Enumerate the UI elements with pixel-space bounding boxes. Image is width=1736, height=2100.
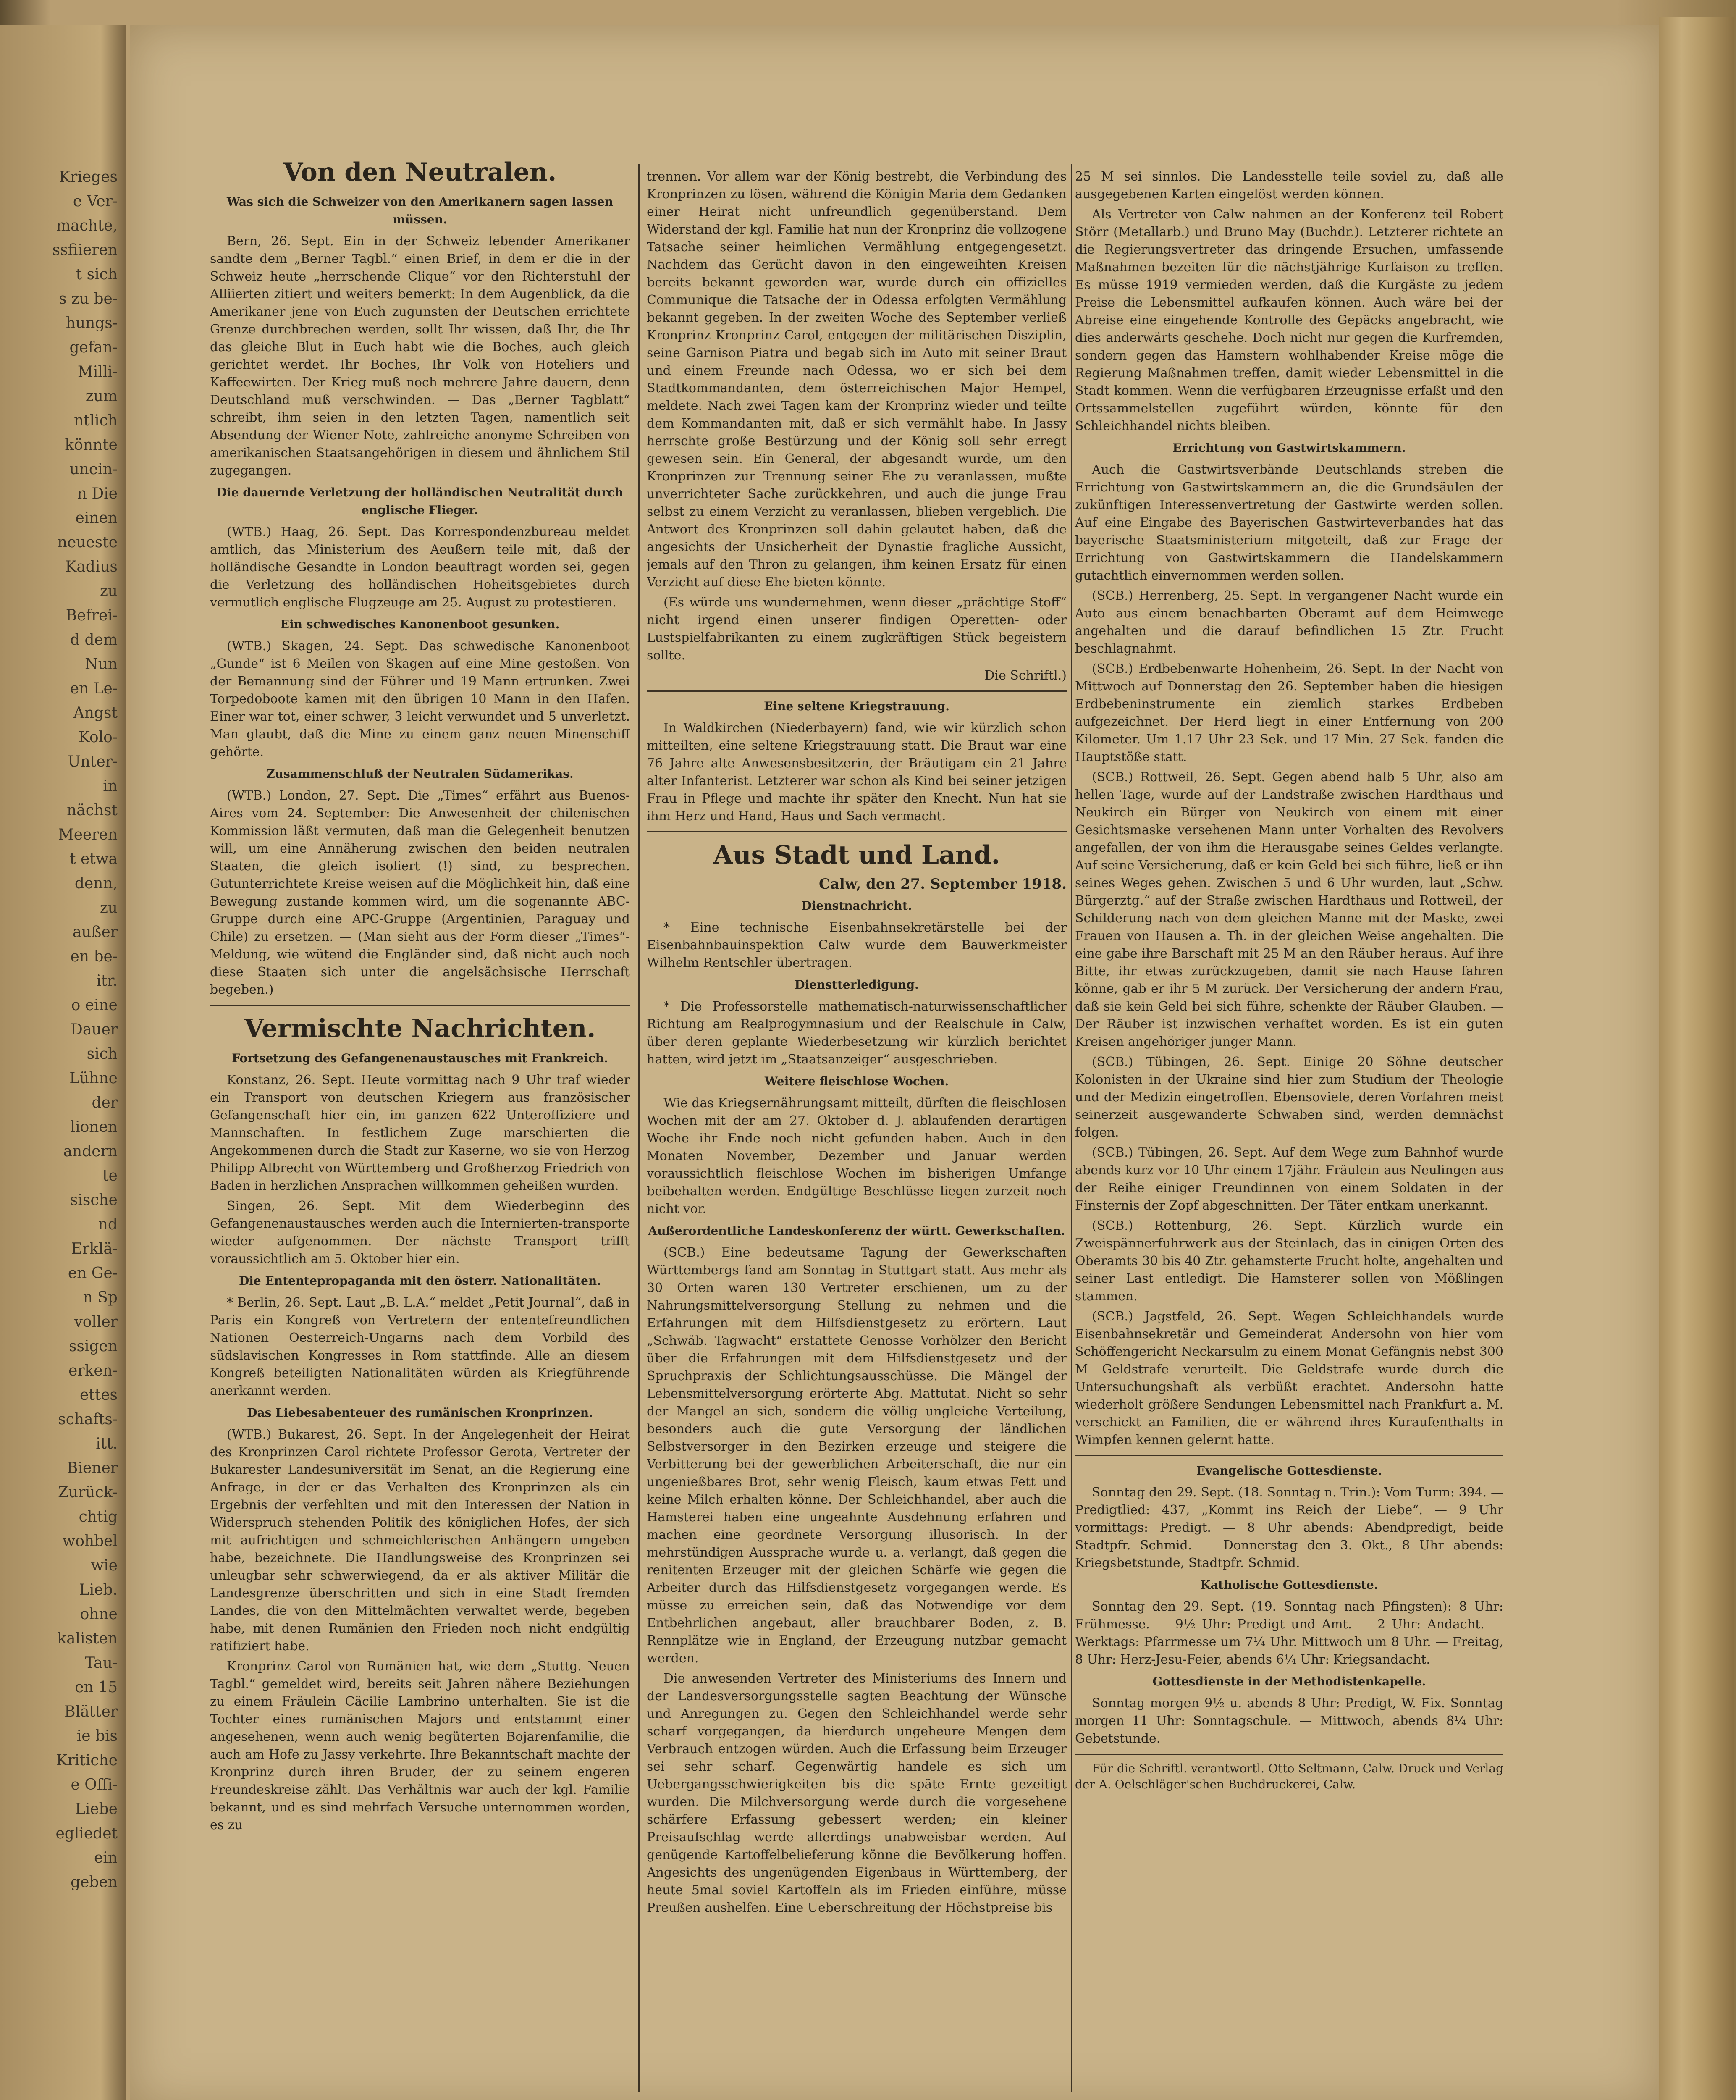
previous-page-text-fragment: Unter- [68, 753, 118, 770]
previous-page-text-fragment: Angst [73, 704, 118, 722]
previous-page-text-fragment: s zu be- [58, 290, 118, 307]
article-paragraph: 25 M sei sinnlos. Die Landesstelle teile soviel zu, daß alle ausgegebenen Karten eingelöst werden können. [1075, 169, 1503, 202]
section-rule [1075, 1455, 1503, 1456]
article-paragraph: (SCB.) Tübingen, 26. Sept. Auf dem Wege zum Bahnhof wurde abends kurz vor 10 Uhr einem 17jähr. Fräulein aus Neulingen aus der Reihe einiger Freundinnen von einem Soldaten in der Finsternis der Zopf abgeschnitten. Der Täter entkam unerkannt. [1075, 1145, 1503, 1213]
church-heading: Katholische Gottesdienste. [1200, 1578, 1378, 1592]
previous-page-text-fragment: en be- [70, 948, 118, 965]
previous-page-text-fragment: en Ge- [68, 1265, 118, 1282]
section-rule [1075, 1754, 1503, 1755]
previous-page-text-fragment: ohne [80, 1606, 118, 1623]
article-paragraph: In Waldkirchen (Niederbayern) fand, wie wir kürzlich schon mitteilten, eine seltene Kriegstrauung statt. Die Braut war eine 76 Jahre alte Anwesensbesitzerin, der Bräutigam ein 21 Jahre alter Infanterist. Letzterer war schon als Kind bei seiner jetzigen Frau in Pflege und machte ihr später den Knecht. Nun hat sie ihm Herz und Hand, Haus und Sach vermacht. [647, 721, 1067, 824]
article-paragraph: (WTB.) Bukarest, 26. Sept. In der Angelegenheit der Heirat des Kronprinzen Carol richtete Professor Gerota, Vertreter der Bukarester Landesuniversität im Senat, an die Regierung eine Anfrage, in der er das Verhalten des Kronprinzen als ein Ergebnis der verfehlten und mit den Interessen der Nation in Widerspruch stehenden Politik des königlichen Hofes, der sich mit aufrichtigen und schmeichlerischen Anhängern umgeben habe, bezeichnete. Die Handlungsweise des Kronprinzen sei unleugbar sehr schwerwiegend, da er als aktiver Militär die Landesgrenze überschritten und sich in eine Stadt fremden Landes, die von den Mittelmächten verwaltet werde, begeben habe, mit denen Rumänien den Frieden noch nicht endgültig ratifiziert habe. [210, 1427, 630, 1654]
previous-page-text-fragment: in [103, 777, 118, 795]
article-paragraph: (SCB.) Eine bedeutsame Tagung der Gewerkschaften Württembergs fand am Sonntag in Stuttgart statt. Aus mehr als 30 Orten waren 130 Vertreter erschienen, um zu der Nahrungsmittelversorgung Stellung zu nehmen und die Erfahrungen mit dem Hilfsdienstgesetz zu erörtern. Laut „Schwäb. Tagwacht“ erstattete Genosse Vorhölzer den Bericht über die Erfahrungen mit dem Hilfsdienstgesetz und der Spruchpraxis der Schlichtungsausschüsse. Die Mängel der Lebensmittelversorgung erörterte Abg. Mattutat. Nicht so sehr der Mangel an sich, sondern die völlig ungleiche Verteilung, besonders auch die gute Versorgung der ländlichen Selbstversorger in den Bezirken erzeuge und steigere die Verbitterung bei der gewerblichen Arbeiterschaft, die nur ein ungenießbares Brot, sehr wenig Fleisch, kaum etwas Fett und keine Milch erhalten könne. Der Schleichhandel, aber auch die Hamsterei haben eine ungeahnte Ausdehnung erfahren und machen eine geordnete Versorgung illusorisch. In der mehrstündigen Aussprache wurde u. a. verlangt, daß gegen die renitenten Erzeuger mit der gleichen Schärfe wie gegen die Arbeiter durch das Hilfsdienstgesetz vorgegangen werde. Es müsse zu erreichen sein, daß das Notwendige vor dem Entbehrlichen angebaut, aller brauchbarer Boden, z. B. Rennplätze wie in England, der Erzeugung nutzbar gemacht werden. [647, 1245, 1067, 1666]
previous-page-text-fragment: schafts- [58, 1411, 118, 1428]
article-heading: Zusammenschluß der Neutralen Südamerikas. [266, 767, 574, 781]
previous-page-text-fragment: unein- [69, 461, 118, 478]
headline-stadt-land: Aus Stadt und Land. [713, 840, 1000, 870]
article-heading: Das Liebesabenteuer des rumänischen Kronprinzen. [247, 1406, 593, 1420]
previous-page-text-fragment: Dauer [70, 1021, 118, 1038]
previous-page-text-fragment: der [92, 1094, 118, 1111]
previous-page-text-fragment: te [102, 1167, 118, 1184]
previous-page-text-fragment: Biener [67, 1460, 118, 1477]
previous-page-text-fragment: andern [63, 1143, 118, 1160]
previous-page-text-fragment: e Ver- [73, 193, 118, 210]
previous-page-text-fragment: Tau- [84, 1654, 118, 1672]
previous-page-text-fragment: Befrei- [66, 607, 118, 624]
previous-page-text-fragment: Zurück- [58, 1484, 118, 1501]
column-rule [638, 164, 640, 2092]
article-heading: Die dauernde Verletzung der holländischen Neutralität durch englische Flieger. [216, 486, 624, 517]
previous-page-text-fragment: egliedet [55, 1825, 118, 1842]
previous-page-text-fragment: Milli- [77, 363, 118, 381]
church-heading: Gottesdienste in der Methodistenkapelle. [1152, 1675, 1426, 1688]
article-paragraph: * Die Professorstelle mathematisch-naturwissenschaftlicher Richtung am Realprogymnasium und der Realschule in Calw, über deren geplante Wiederbesetzung wir kürzlich berichtet hatten, wird jetzt im „Staatsanzeiger“ ausgeschrieben. [647, 999, 1067, 1067]
subheadline: Was sich die Schweizer von den Amerikanern sagen lassen müssen. [227, 195, 613, 226]
article-paragraph: (WTB.) London, 27. Sept. Die „Times“ erfährt aus Buenos-Aires vom 24. September: Die Anwesenheit der chilenischen Kommission läßt vermuten, daß man die Gelegenheit benutzen will, um eine Annäherung zwischen den beiden neutralen Staaten, die gleich isoliert (!) sind, zu besprechen. Gutunterrichtete Kreise weisen auf die Möglichkeit hin, daß eine Bewegung zustande kommen wird, um die sogenannte ABC-Gruppe durch eine APC-Gruppe (Argentinien, Paraguay und Chile) zu ersetzen. — (Man sieht aus der Form dieser „Times“-Meldung, wie wütend die Engländer sind, daß nicht auch noch diese Staaten sich unter die angelsächsische Herrschaft begeben.) [210, 788, 630, 997]
church-paragraph: Sonntag den 29. Sept. (18. Sonntag n. Trin.): Vom Turm: 394. — Predigtlied: 437, „Kommt ins Reich der Liebe“. — 9 Uhr vormittags: Predigt. — 8 Uhr abends: Abendpredigt, beide Stadtpfr. Schmid. — Donnerstag den 3. Okt., 8 Uhr abends: Kriegsbetstunde, Stadtpfr. Schmid. [1075, 1485, 1503, 1570]
article-paragraph: trennen. Vor allem war der König bestrebt, die Verbindung des Kronprinzen zu lösen, während die Königin Maria dem Gedanken einer Heirat nicht unfreundlich gegenüberstand. Dem Widerstand der kgl. Familie hat nun der Kronprinz die vollzogene Tatsache seiner heimlichen Vermählung entgegengesetzt. Nachdem das Gerücht davon in den eingeweihten Kreisen bereits bekannt geworden war, wurde durch ein offizielles Communique die Tatsache der in Odessa erfolgten Vermählung bekannt gegeben. In der zweiten Woche des September verließ Kronprinz Kronprinz Carol, entgegen der militärischen Disziplin, seine Garnison Piatra und begab sich im Auto mit seiner Braut und einem Freunde nach Odessa, wo er sich bei dem Stadtkommandanten, dem österreichischen Major Hempel, meldete. Nach zwei Tagen kam der Kronprinz wieder und teilte dem Kommandanten mit, daß er sich vermählt habe. In Jassy herrschte große Bestürzung und der König soll sehr erregt gewesen sein. Ein General, der abgesandt wurde, um den Kronprinzen zur Trennung seiner Ehe zu veranlassen, mußte unverrichteter Sache zurückkehren, und auch die junge Frau selbst zu einem Verzicht zu veranlassen, blieben vergeblich. Die Antwort des Kronprinzen soll dahin gelautet haben, daß die angesichts der Unsicherheit der Dynastie fragliche Aussicht, jemals auf den Thron zu gelangen, ihm keinen Ersatz für einen Verzicht auf diese Ehe bieten könnte. [647, 169, 1067, 590]
previous-page-text-fragment: voller [74, 1313, 118, 1331]
column-3 [1075, 168, 1503, 2092]
previous-page-text-fragment: Krieges [59, 168, 118, 186]
church-paragraph: Sonntag morgen 9½ u. abends 8 Uhr: Predigt, W. Fix. Sonntag morgen 11 Uhr: Sonntagschule. — Mittwoch, abends 8¼ Uhr: Gebetstunde. [1075, 1696, 1503, 1746]
previous-page-text-fragment: itt. [96, 1435, 118, 1452]
article-paragraph: (Es würde uns wundernehmen, wenn dieser „prächtige Stoff“ nicht irgend einen unserer findigen Operetten- oder Lustspielfabrikanten zu einem zugkräftigen Stück begeistern sollte. [647, 595, 1067, 663]
previous-page-text-fragment: könnte [65, 436, 118, 454]
article-heading: Dienstnachricht. [801, 899, 912, 913]
previous-page-text-fragment: Lühne [69, 1070, 118, 1087]
previous-page-text-fragment: ntlich [73, 412, 118, 429]
previous-page-text-fragment: denn, [74, 875, 118, 892]
previous-page-text-fragment: ie bis [76, 1727, 118, 1745]
section-rule [647, 690, 1067, 692]
article-paragraph: (WTB.) Haag, 26. Sept. Das Korrespondenzbureau meldet amtlich, das Ministerium des Aeußern teile mit, daß der holländische Gesandte in London beauftragt worden sei, gegen die Verletzung des holländischen Hoheitsgebietes durch vermutlich englische Flugzeuge am 25. August zu protestieren. [210, 525, 630, 610]
previous-page-text-fragment: hungs- [66, 315, 118, 332]
article-heading: Errichtung von Gastwirtskammern. [1172, 441, 1406, 455]
article-heading: Die Ententepropaganda mit den österr. Nationalitäten. [239, 1274, 601, 1288]
previous-page-text-fragment: o eine [71, 997, 118, 1014]
previous-page-text-fragment: Meeren [58, 826, 118, 843]
previous-page-text-fragment: kalisten [57, 1630, 118, 1647]
previous-page-text-fragment: erken- [68, 1362, 118, 1379]
previous-page-text-fragment: Nun [85, 656, 118, 673]
previous-page-text-fragment: e Offi- [71, 1776, 118, 1793]
previous-page-text-fragment: ssfiieren [52, 242, 118, 259]
previous-page-text-fragment: neueste [57, 534, 118, 551]
article-paragraph: (SCB.) Jagstfeld, 26. Sept. Wegen Schleichhandels wurde Eisenbahnsekretär und Gemeinderat Andersohn von hier vom Schöffengericht Neckarsulm zu einem Monat Gefängnis nebst 300 M Geldstrafe verurteilt. Die Geldstrafe wurde durch die Untersuchungshaft als verbüßt erachtet. Andersohn hatte wiederholt größere Sendungen Lebensmittel nach Frankfurt a. M. verschickt an Familien, die er während ihres Kuraufenthalts in Wimpfen kennen gelernt hatte. [1075, 1309, 1503, 1447]
previous-page-text-fragment: außer [72, 924, 118, 941]
article-heading: Außerordentliche Landeskonferenz der württ. Gewerkschaften. [648, 1224, 1065, 1238]
previous-page-text-fragment: einen [75, 509, 118, 527]
article-paragraph: (SCB.) Tübingen, 26. Sept. Einige 20 Söhne deutscher Kolonisten in der Ukraine sind hier zum Studium der Theologie und der Medizin eingetroffen. Ebensoviele, deren Vorfahren meist seinerzeit ausgewanderte Schwaben sind, werden demnächst folgen. [1075, 1055, 1503, 1140]
previous-page-text-fragment: zum [85, 388, 118, 405]
previous-page-text-fragment: t sich [76, 266, 118, 283]
previous-page-text-fragment: ssigen [69, 1338, 118, 1355]
article-paragraph: Die anwesenden Vertreter des Ministeriums des Innern und der Landesversorgungsstelle sagten Beachtung der Wünsche und Anregungen zu. Gegen den Schleichhandel werde sehr scharf vorgegangen, da hierdurch ungeheure Mengen dem Verbrauch entzogen würden. Auch die Erfassung beim Erzeuger sei sehr scharf. Gegenwärtig handele es sich um Uebergangsschwierigkeiten bis die späte Ernte gezeitigt wurden. Die Milchversorgung werde durch die vorgesehene schärfere Erfassung gebessert werden; ein kleiner Preisaufschlag werde allerdings unabweisbar werden. Auf genügende Kartoffelbelieferung könne die Bevölkerung hoffen. Angesichts des ungenügenden Eigenbaus in Württemberg, der heute 5mal soviel Kartoffeln als im Frieden einführe, müsse Preußen aushelfen. Eine Ueberschreitung der Höchstpreise bis [647, 1671, 1067, 1915]
article-paragraph: Kronprinz Carol von Rumänien hat, wie dem „Stuttg. Neuen Tagbl.“ gemeldet wird, bereits seit Jahren nähere Beziehungen zu einem Fräulein Cäcilie Lambrino unterhalten. Sie ist die Tochter eines rumänischen Majors und entstammt einer angesehenen, wenn auch wenig begüterten Bojarenfamilie, die auch am Hofe zu Jassy verkehrte. Ihre Bekanntschaft machte der Kronprinz durch ihren Bruder, der zu seinem engeren Freundeskreise zählt. Das Verhältnis war auch der kgl. Familie bekannt, und es sind mehrfach Versuche unternommen worden, es zu [210, 1659, 630, 1832]
previous-page-text-fragment: Kritiche [56, 1752, 118, 1769]
article-paragraph: Auch die Gastwirtsverbände Deutschlands streben die Errichtung von Gastwirtskammern an, die die Grundsäulen der zukünftigen Interessenvertretung der Gastwirte werden sollen. Auf eine Eingabe des Bayerischen Gastwirteverbandes hat das bayerische Staatsministerium mitgeteilt, daß zur Frage der Errichtung von Gastwirtskammern die Handelskammern gutachtlich einvernommen werden sollen. [1075, 462, 1503, 583]
article-heading: Fortsetzung des Gefangenenaustausches mit Frankreich. [232, 1051, 608, 1065]
previous-page-text-fragment: t etwa [70, 850, 118, 868]
previous-page-text-fragment: n Die [77, 485, 118, 502]
article-heading: Eine seltene Kriegstrauung. [764, 699, 949, 713]
previous-page-text-fragment: en 15 [75, 1679, 118, 1696]
previous-page-text-fragment: sische [70, 1192, 118, 1209]
article-paragraph: * Berlin, 26. Sept. Laut „B. L.A.“ meldet „Petit Journal“, daß in Paris ein Kongreß von Vertretern der ententefreundlichen Nationen Oesterreich-Ungarns nach dem Vorbild des südslavischen Kongresses in Rom stattfinde. Alle an diesem Kongreß beteiligten Nationalitäten würden als Kriegführende anerkannt werden. [210, 1295, 630, 1398]
article-paragraph: Wie das Kriegsernährungsamt mitteilt, dürften die fleischlosen Wochen mit der am 27. Oktober d. J. ablaufenden derartigen Woche ihr Ende noch nicht gefunden haben. Auch in den Monaten November, Dezember und Januar werden voraussichtlich fleischlose Wochen im bisherigen Umfange beibehalten werden. Endgültige Beschlüsse liegen zurzeit noch nicht vor. [647, 1096, 1067, 1216]
previous-page-text-fragment: ettes [79, 1386, 118, 1404]
previous-page-text-fragment: itr. [96, 972, 118, 990]
article-paragraph: * Eine technische Eisenbahnsekretärstelle bei der Eisenbahnbauinspektion Calw wurde dem Bauwerkmeister Wilhelm Rentschler übertragen. [647, 920, 1067, 970]
headline-vermischte: Vermischte Nachrichten. [244, 1014, 596, 1043]
previous-page-text-fragment: Erklä- [71, 1240, 118, 1257]
previous-page-text-fragment: zu [100, 899, 118, 916]
column-1 [210, 151, 630, 2075]
previous-page-text-fragment: gefan- [69, 339, 118, 356]
imprint-footer: Für die Schriftl. verantwortl. Otto Seltmann, Calw. Druck und Verlag der A. Oelschläger'schen Buchdruckerei, Calw. [1075, 1761, 1503, 1791]
previous-page-text-fragment: ein [94, 1849, 118, 1866]
previous-page-text-fragment: Lieb. [79, 1581, 118, 1599]
section-rule [210, 1005, 630, 1006]
previous-page-text-fragment: sich [87, 1045, 118, 1063]
previous-page-text-fragment: Liebe [75, 1801, 118, 1818]
previous-page-text-fragment: zu [100, 583, 118, 600]
previous-page-text-fragment: en Le- [70, 680, 118, 697]
article-paragraph: Konstanz, 26. Sept. Heute vormittag nach 9 Uhr traf wieder ein Transport von deutschen Kriegern aus französischer Gefangenschaft hier ein, im ganzen 622 Unteroffiziere und Mannschaften. In festlichem Zuge marschierten die Angekommenen durch die Stadt zur Kaserne, wo sie von Herzog Philipp Albrecht von Württemberg und Großherzog Friedrich von Baden in herzlichen Ansprachen willkommen geheißen wurden. [210, 1073, 630, 1193]
article-paragraph: Singen, 26. Sept. Mit dem Wiederbeginn des Gefangenenaustausches werden auch die Internierten-transporte wieder aufgenommen. Der nächste Transport trifft voraussichtlich am 5. Oktober hier ein. [210, 1199, 630, 1266]
article-paragraph: (SCB.) Rottweil, 26. Sept. Gegen abend halb 5 Uhr, also am hellen Tage, wurde auf der Landstraße zwischen Hardthaus und Neukirch ein Bürger von Neukirch von einem mit einer Gesichtsmaske versehenen Mann unter Vorhalten des Revolvers angefallen, der von ihm die Herausgabe seines Geldes verlangte. Auf seine Versicherung, daß er kein Geld bei sich führe, ließ er ihn seines Weges gehen. Zwischen 5 und 6 Uhr wurden, laut „Schw. Bürgerztg.“ auf der Straße zwischen Hardthaus und Rottweil, der Schilderung nach von dem gleichen Manne mit der Maske, zwei Frauen von Hausen a. Th. in der gleichen Weise angehalten. Die eine gabe ihre Barschaft mit 25 M an den Räuber heraus. Auf ihre Bitte, ihr etwas zurückzugeben, damit sie nach Hause fahren könne, gab er ihr 5 M zurück. Der Versicherung der andern Frau, daß sie kein Geld bei sich führe, schenkte der Räuber Glauben. — Der Räuber ist inzwischen verhaftet worden. Es ist ein guten Kreisen angehöriger junger Mann. [1075, 770, 1503, 1049]
editor-signature: Die Schriftl.) [984, 668, 1067, 683]
article-paragraph: Bern, 26. Sept. Ein in der Schweiz lebender Amerikaner sandte dem „Berner Tagbl.“ einen Brief, in dem er die in der Schweiz heute „herrschende Clique“ vor den Richterstuhl der Alliierten zitiert und weiters bemerkt: In dem Augenblick, da die Amerikaner jene von Euch zugunsten der Deutschen errichtete Grenze durchbrechen werden, sollt Ihr wissen, daß Ihr, die Ihr das gleiche Blut in Euch habt wie die Boches, auch gleich gerichtet werdet. Ihr Boches, Ihr Volk von Hoteliers und Kaffeewirten. Der Krieg muß noch mehrere Jahre dauern, denn Deutschland muß verschwinden. — Das „Berner Tagblatt“ schreibt, ihm seien in den letzten Tagen, namentlich seit Absendung der Wiener Note, zahlreiche anonyme Schreiben von amerikanischen Staatsangehörigen in diesem und ähnlichem Stil zugegangen. [210, 234, 630, 478]
article-paragraph: (SCB.) Erdbebenwarte Hohenheim, 26. Sept. In der Nacht von Mittwoch auf Donnerstag den 26. September haben die hiesigen Erdbebeninstrumente ein ziemlich starkes Erdbeben aufgezeichnet. Der Herd liegt in einer Entfernung von 200 Kilometer. Um 1.17 Uhr 23 Sek. und 17 Min. 27 Sek. fanden die Hauptstöße statt. [1075, 662, 1503, 764]
column-rule [1071, 164, 1072, 2092]
previous-page-text-fragment: lionen [70, 1118, 118, 1136]
previous-page-text-fragment: nächst [67, 802, 118, 819]
previous-page-text-fragment: nd [98, 1216, 118, 1233]
previous-page-text-fragment: n Sp [83, 1289, 118, 1306]
church-paragraph: Sonntag den 29. Sept. (19. Sonntag nach Pfingsten): 8 Uhr: Frühmesse. — 9½ Uhr: Predigt und Amt. — 2 Uhr: Andacht. — Werktags: Pfarrmesse um 7¼ Uhr. Mittwoch um 8 Uhr. — Freitag, 8 Uhr: Herz-Jesu-Feier, abends 6¼ Uhr: Kriegsandacht. [1075, 1599, 1503, 1667]
previous-page-text-fragment: machte, [56, 217, 118, 234]
article-paragraph: Als Vertreter von Calw nahmen an der Konferenz teil Robert Störr (Metallarb.) und Bruno May (Buchdr.). Letzterer richtete an die Regierungsvertreter das dringende Ersuchen, umfassende Maßnahmen bezeiten für die nächstjährige Kurfaison zu treffen. Es müsse 1919 vermieden werden, daß die Kurgäste zu jedem Preise die Lebensmittel aufkaufen können. Auch wäre bei der Abreise eine eingehende Kontrolle des Gepäcks angebracht, wie dies anderwärts geschehe. Doch nicht nur gegen die Kurfremden, sondern gegen das Hamstern wohlhabender Kreise möge die Regierung Maßnahmen treffen, damit wieder Lebensmittel in die Stadt kommen. Wenn die verfügbaren Erzeugnisse erfaßt und den Ortssammelstellen zugeführt würden, könnte für den Schleichhandel nichts bleiben. [1075, 207, 1503, 433]
previous-page-text-fragment: chtig [79, 1508, 118, 1525]
previous-page-edge [0, 25, 126, 2100]
previous-page-text-fragment: d dem [70, 631, 118, 648]
church-heading: Evangelische Gottesdienste. [1196, 1464, 1382, 1478]
previous-page-text-fragment: wie [91, 1557, 118, 1574]
article-paragraph: (SCB.) Herrenberg, 25. Sept. In vergangener Nacht wurde ein Auto aus einem benachbarten Oberamt auf dem Heimwege angehalten und die darauf befindlichen 15 Ztr. Frucht beschlagnahmt. [1075, 588, 1503, 656]
previous-page-text-fragment: Kadius [65, 558, 118, 575]
article-heading: Dienstterledigung. [795, 978, 919, 992]
section-rule [647, 831, 1067, 832]
page-stack-edge [1659, 17, 1734, 2100]
article-heading: Weitere fleischlose Wochen. [764, 1074, 949, 1088]
previous-page-text-fragment: geben [71, 1874, 118, 1891]
column-2 [647, 168, 1067, 2092]
article-paragraph: (WTB.) Skagen, 24. Sept. Das schwedische Kanonenboot „Gunde“ ist 6 Meilen von Skagen auf eine Mine gestoßen. Von der Bemannung sind der Führer und 19 Mann ertrunken. Zwei Torpedoboote kamen mit den übrigen 10 Mann in den Hafen. Einer war tot, einer schwer, 3 leicht verwundet und 5 unverletzt. Man glaubt, daß die Mine zu einem ganz neuen Minenschiff gehörte. [210, 639, 630, 759]
previous-page-text-fragment: wohbel [62, 1533, 118, 1550]
article-heading: Ein schwedisches Kanonenboot gesunken. [280, 617, 560, 631]
headline-neutralen: Von den Neutralen. [283, 158, 557, 187]
dateline: Calw, den 27. September 1918. [818, 876, 1067, 892]
article-paragraph: (SCB.) Rottenburg, 26. Sept. Kürzlich wurde ein Zweispännerfuhrwerk aus der Steinlach, das in einigen Orten des Oberamts 30 bis 40 Ztr. gehamsterte Frucht holte, angehalten und seiner Last entledigt. Die Hamsterer sollen von Mößlingen stammen. [1075, 1218, 1503, 1304]
previous-page-text-fragment: Kolo- [79, 729, 118, 746]
previous-page-text-fragment: Blätter [64, 1703, 118, 1720]
